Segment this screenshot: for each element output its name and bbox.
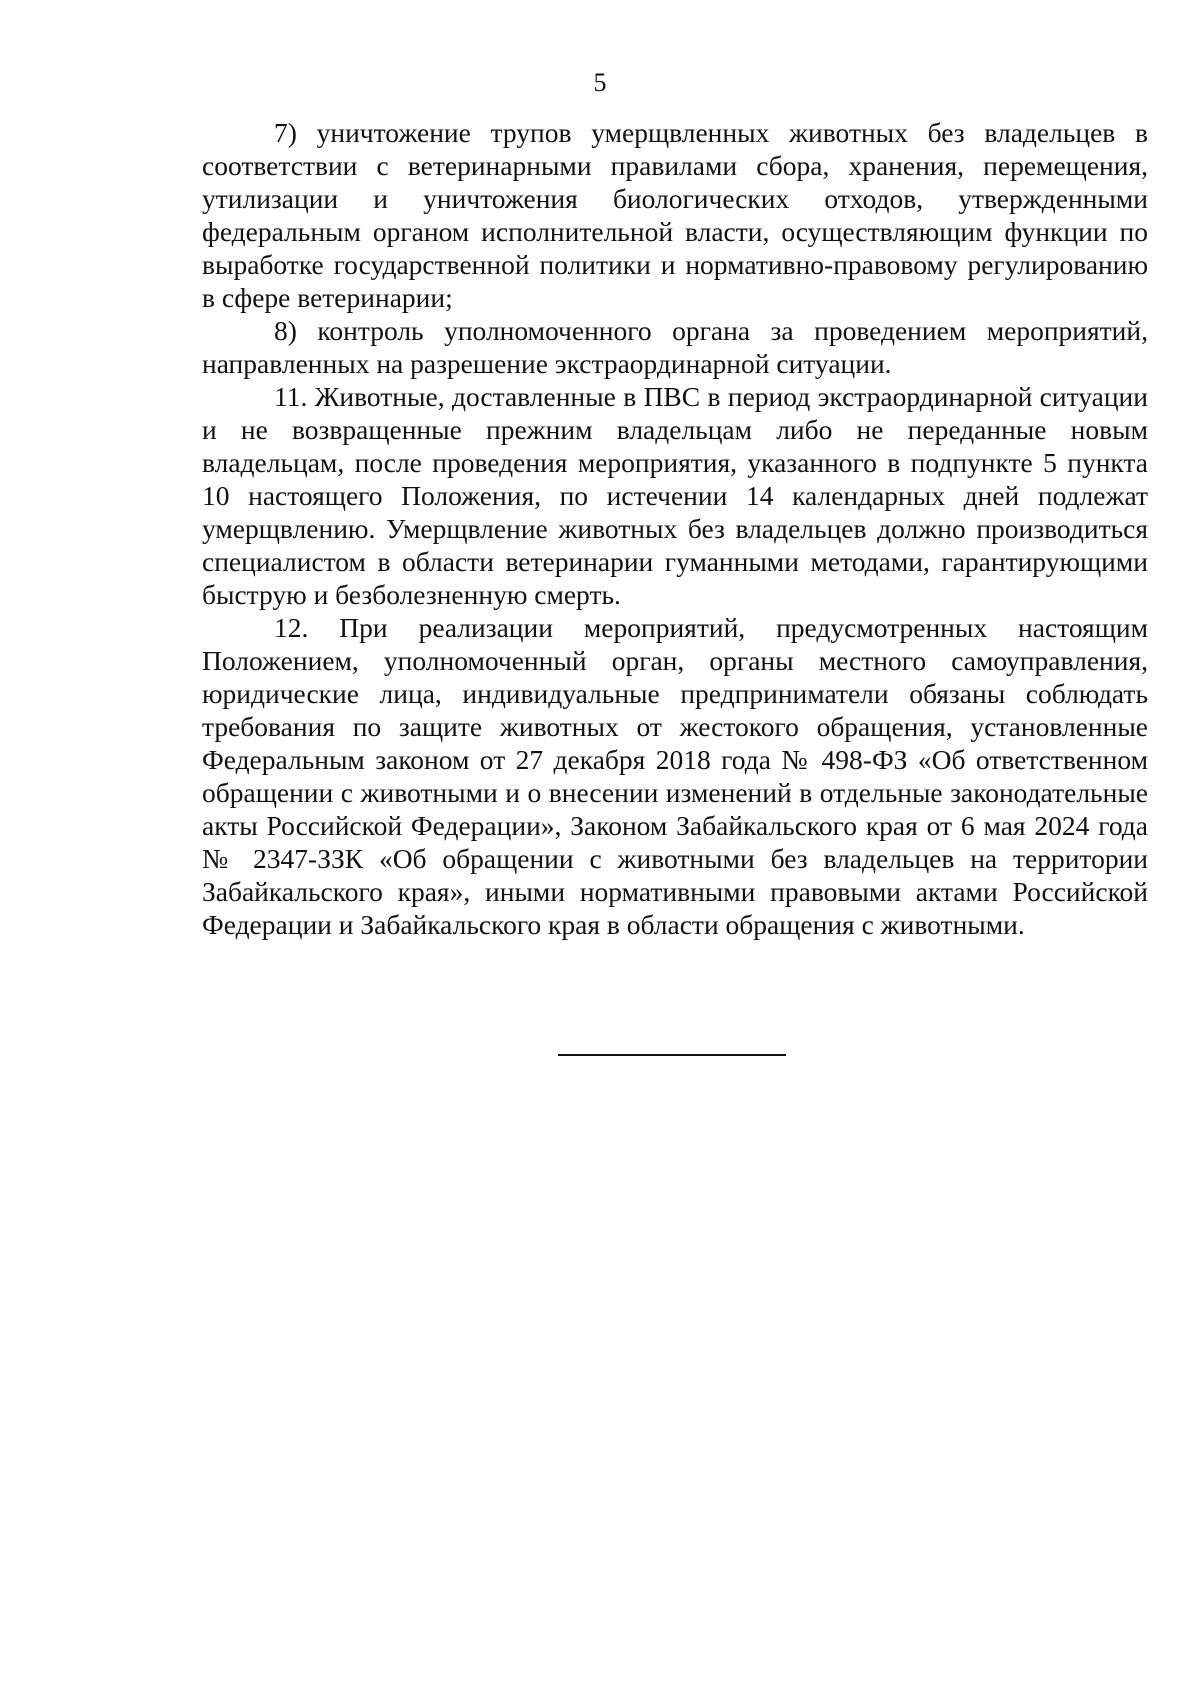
paragraph-item-8: 8) контроль уполномоченного органа за проведением мероприятий, направленных на разрешение экстраординарной ситуации. xyxy=(202,315,1148,379)
end-of-document-rule xyxy=(558,1054,786,1056)
paragraph-clause-11: 11. Животные, доставленные в ПВС в период экстраординарной ситуации и не возвращенные прежним владельцам либо не переданные новым владельцам, после проведения мероприятия, указанного в подпункте 5 пункта 10 настоящего Положения, по истечении 14 календарных дней подлежат умерщвлению. Умерщвление животных без владельцев должно производиться специалистом в области ветеринарии гуманными методами, гарантирующими быструю и безболезненную смерть. xyxy=(202,381,1148,610)
paragraph-clause-12: 12. При реализации мероприятий, предусмотренных настоящим Положением, уполномоченный орган, органы местного самоуправления, юридические лица, индивидуальные предприниматели обязаны соблюдать требования по защите животных от жестокого обращения, установленные Федеральным законом от 27 декабря 2018 года № 498-ФЗ «Об ответственном обращении с животными и о внесении изменений в отдельные законодательные акты Российской Федерации», Законом Забайкальского края от 6 мая 2024 года № 2347-ЗЗК «Об обращении с животными без владельцев на территории Забайкальского края», иными нормативными правовыми актами Российской Федерации и Забайкальского края в области обращения с животными. xyxy=(202,612,1148,940)
paragraph-item-7: 7) уничтожение трупов умерщвленных животных без владельцев в соответствии с ветеринарными правилами сбора, хранения, перемещения, утилизации и уничтожения биологических отходов, утвержденными федеральным органом исполнительной власти, осуществляющим функции по выработке государственной политики и нормативно-правовому регулированию в сфере ветеринарии; xyxy=(202,117,1148,313)
page-number: 5 xyxy=(593,68,607,97)
document-body xyxy=(202,116,1148,941)
